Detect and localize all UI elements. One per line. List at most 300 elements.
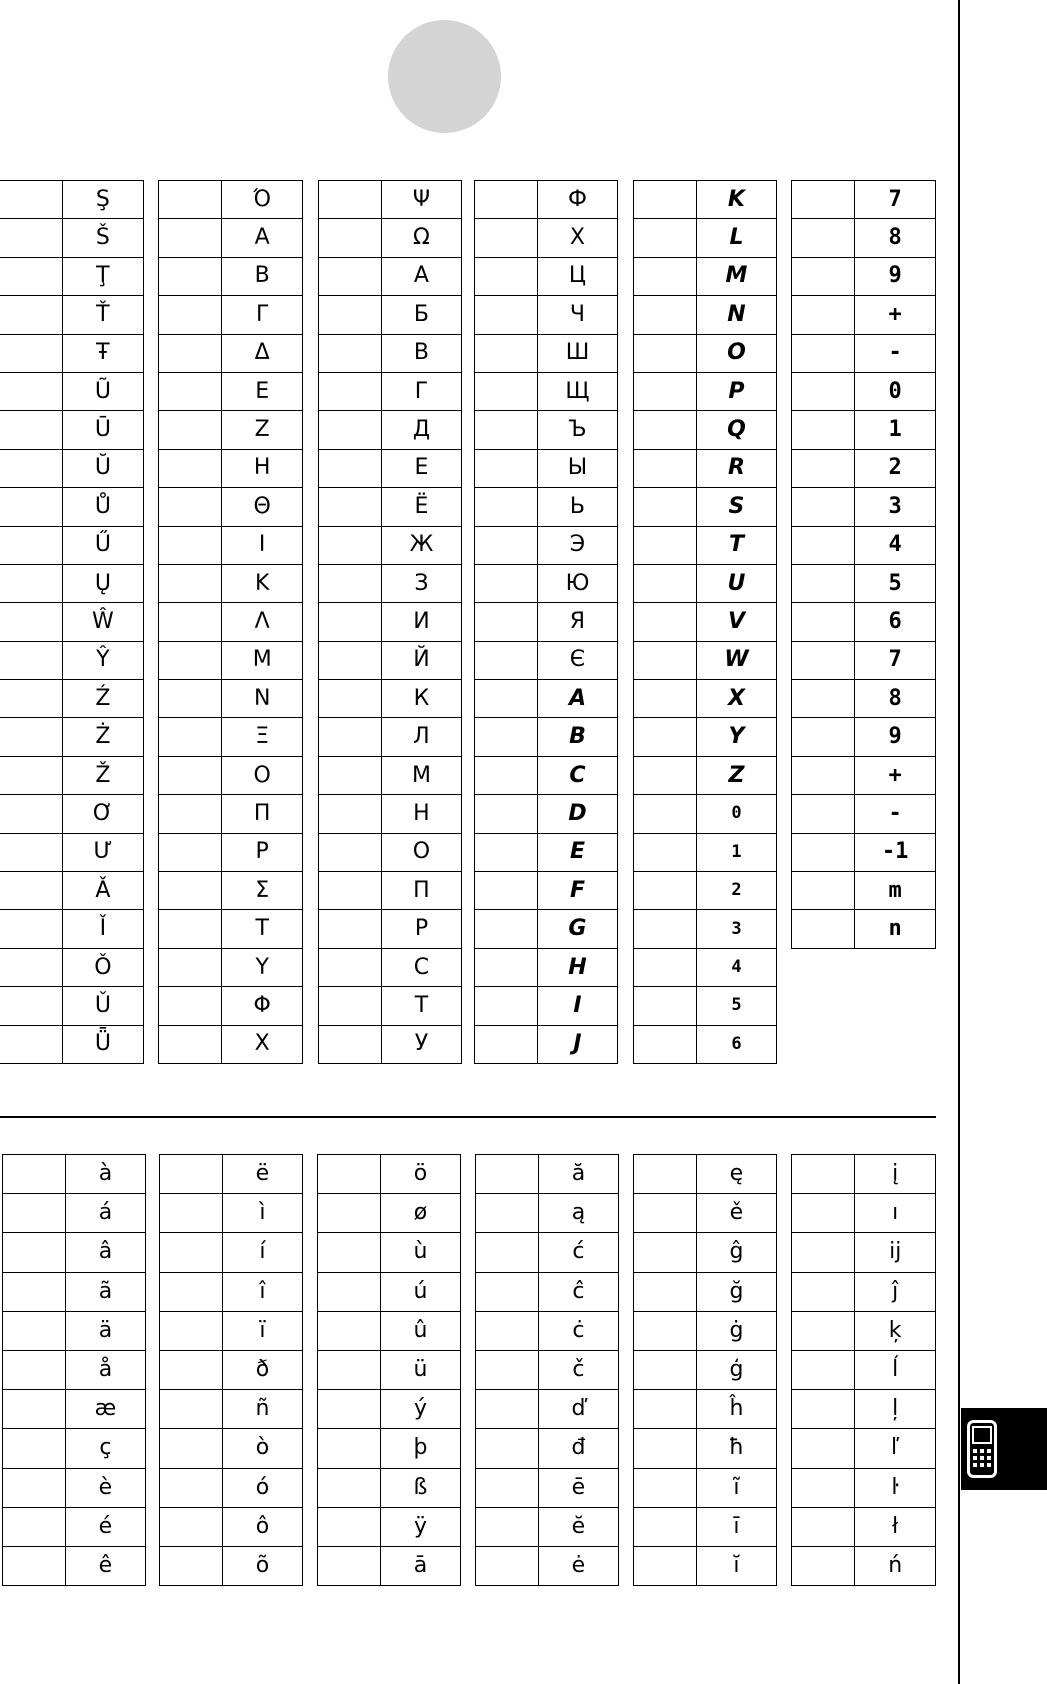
character-cell: У bbox=[381, 1025, 461, 1063]
table-row bbox=[319, 488, 462, 526]
code-cell bbox=[319, 795, 382, 833]
character-cell: Н bbox=[381, 795, 461, 833]
table-row bbox=[475, 910, 618, 948]
table-row bbox=[634, 1155, 777, 1194]
character-cell: Χ bbox=[222, 1025, 303, 1063]
table-row bbox=[159, 334, 303, 372]
table-row bbox=[159, 526, 303, 564]
character-cell: ĺ bbox=[855, 1350, 936, 1389]
character-cell: ñ bbox=[222, 1390, 302, 1429]
character-cell: í bbox=[222, 1233, 302, 1272]
table-row bbox=[792, 872, 936, 910]
code-cell bbox=[159, 795, 222, 833]
code-cell bbox=[318, 1272, 381, 1311]
character-cell: Γ bbox=[222, 296, 303, 334]
table-row bbox=[160, 1194, 303, 1233]
character-cell: О bbox=[381, 833, 461, 871]
table-row bbox=[475, 948, 618, 986]
table-row bbox=[634, 334, 777, 372]
character-cell: ī bbox=[696, 1507, 776, 1546]
table-row bbox=[0, 372, 144, 410]
code-cell bbox=[475, 603, 538, 641]
character-cell: Т bbox=[381, 987, 461, 1025]
table-row bbox=[159, 718, 303, 756]
character-cell: + bbox=[855, 296, 936, 334]
character-cell: O bbox=[696, 334, 776, 372]
table-row bbox=[634, 948, 777, 986]
character-cell: С bbox=[381, 948, 461, 986]
code-cell bbox=[318, 1390, 381, 1429]
character-cell: Ū bbox=[62, 411, 143, 449]
character-cell: Я bbox=[537, 603, 617, 641]
table-row bbox=[792, 219, 936, 257]
code-cell bbox=[319, 1025, 382, 1063]
chapter-tab bbox=[961, 1408, 1047, 1490]
table-row bbox=[792, 296, 936, 334]
code-cell bbox=[634, 641, 697, 679]
character-cell: 5 bbox=[696, 987, 776, 1025]
character-cell: - bbox=[855, 795, 936, 833]
character-cell: Ş bbox=[62, 181, 143, 219]
character-cell: Ǐ bbox=[62, 910, 143, 948]
table-row bbox=[0, 756, 144, 794]
table-row bbox=[634, 795, 777, 833]
code-cell bbox=[475, 987, 538, 1025]
code-cell bbox=[319, 181, 382, 219]
table-row bbox=[319, 181, 462, 219]
table-row bbox=[318, 1468, 461, 1507]
code-cell bbox=[475, 181, 538, 219]
code-cell bbox=[475, 257, 538, 295]
table-row bbox=[160, 1272, 303, 1311]
table-row bbox=[634, 372, 777, 410]
code-cell bbox=[159, 603, 222, 641]
code-cell bbox=[476, 1507, 539, 1546]
character-cell: Ё bbox=[381, 488, 461, 526]
code-cell bbox=[160, 1546, 223, 1585]
character-cell: H bbox=[537, 948, 617, 986]
code-cell bbox=[159, 296, 222, 334]
table-row bbox=[318, 1155, 461, 1194]
table-row bbox=[159, 910, 303, 948]
character-cell: Ž bbox=[62, 756, 143, 794]
code-cell bbox=[792, 833, 855, 871]
code-cell bbox=[159, 910, 222, 948]
code-cell bbox=[475, 910, 538, 948]
code-cell bbox=[160, 1507, 223, 1546]
table-row bbox=[319, 257, 462, 295]
character-cell: Ъ bbox=[537, 411, 617, 449]
character-cell: Ε bbox=[222, 372, 303, 410]
table-row bbox=[634, 1025, 777, 1063]
code-cell bbox=[475, 833, 538, 871]
table-row bbox=[159, 641, 303, 679]
code-cell bbox=[634, 1311, 697, 1350]
character-cell: ċ bbox=[538, 1311, 618, 1350]
character-cell: ø bbox=[380, 1194, 460, 1233]
table-row bbox=[792, 449, 936, 487]
character-cell: П bbox=[381, 872, 461, 910]
code-cell bbox=[160, 1194, 223, 1233]
table-row bbox=[319, 296, 462, 334]
character-cell: Ж bbox=[381, 526, 461, 564]
code-cell bbox=[634, 181, 697, 219]
character-cell: Ũ bbox=[62, 372, 143, 410]
code-cell bbox=[0, 910, 62, 948]
table-row bbox=[792, 1507, 936, 1546]
code-cell bbox=[475, 564, 538, 602]
code-cell bbox=[319, 411, 382, 449]
table-row bbox=[634, 296, 777, 334]
code-cell bbox=[0, 181, 62, 219]
character-cell: Α bbox=[222, 219, 303, 257]
character-cell: I bbox=[537, 987, 617, 1025]
table-row bbox=[159, 564, 303, 602]
character-cell: ï bbox=[222, 1311, 302, 1350]
table-row bbox=[318, 1507, 461, 1546]
character-cell: Y bbox=[696, 718, 776, 756]
character-cell: ó bbox=[222, 1468, 302, 1507]
code-cell bbox=[475, 948, 538, 986]
code-cell bbox=[792, 449, 855, 487]
character-cell: Х bbox=[537, 219, 617, 257]
code-cell bbox=[634, 334, 697, 372]
table-row bbox=[160, 1507, 303, 1546]
character-cell: P bbox=[696, 372, 776, 410]
code-cell bbox=[476, 1468, 539, 1507]
character-cell: ç bbox=[65, 1429, 145, 1468]
code-cell bbox=[159, 449, 222, 487]
character-cell: ä bbox=[65, 1311, 145, 1350]
code-cell bbox=[0, 296, 62, 334]
code-cell bbox=[319, 449, 382, 487]
character-cell: ĕ bbox=[538, 1507, 618, 1546]
character-cell: é bbox=[65, 1507, 145, 1546]
character-cell: Κ bbox=[222, 564, 303, 602]
table-row bbox=[634, 257, 777, 295]
table-row bbox=[792, 564, 936, 602]
code-cell bbox=[159, 987, 222, 1025]
table-row bbox=[160, 1311, 303, 1350]
table-row bbox=[0, 795, 144, 833]
character-cell: Μ bbox=[222, 641, 303, 679]
table-row bbox=[475, 795, 618, 833]
character-cell: Й bbox=[381, 641, 461, 679]
character-cell: 3 bbox=[855, 488, 936, 526]
code-cell bbox=[159, 872, 222, 910]
table-row bbox=[792, 1272, 936, 1311]
character-cell: Δ bbox=[222, 334, 303, 372]
character-cell: Ţ bbox=[62, 257, 143, 295]
table-row bbox=[0, 334, 144, 372]
bottom-table-1 bbox=[2, 1154, 146, 1586]
table-row bbox=[634, 1272, 777, 1311]
code-cell bbox=[634, 1194, 697, 1233]
table-row bbox=[792, 718, 936, 756]
character-cell: î bbox=[222, 1272, 302, 1311]
character-cell: Ο bbox=[222, 756, 303, 794]
code-cell bbox=[0, 603, 62, 641]
code-cell bbox=[476, 1155, 539, 1194]
character-cell: M bbox=[696, 257, 776, 295]
character-cell: Щ bbox=[537, 372, 617, 410]
table-row bbox=[476, 1468, 619, 1507]
code-cell bbox=[3, 1350, 66, 1389]
table-row bbox=[792, 334, 936, 372]
character-cell: И bbox=[381, 603, 461, 641]
code-cell bbox=[318, 1507, 381, 1546]
character-cell: Λ bbox=[222, 603, 303, 641]
code-cell bbox=[318, 1311, 381, 1350]
code-cell bbox=[319, 680, 382, 718]
code-cell bbox=[0, 948, 62, 986]
character-cell: -1 bbox=[855, 833, 936, 871]
character-cell: ô bbox=[222, 1507, 302, 1546]
top-table-1 bbox=[0, 180, 144, 1064]
character-cell: Ŧ bbox=[62, 334, 143, 372]
section-divider bbox=[0, 1116, 936, 1118]
character-cell: 9 bbox=[855, 257, 936, 295]
code-cell bbox=[159, 257, 222, 295]
character-cell: ã bbox=[65, 1272, 145, 1311]
character-cell: X bbox=[696, 680, 776, 718]
character-cell: Ы bbox=[537, 449, 617, 487]
code-cell bbox=[0, 680, 62, 718]
table-row bbox=[3, 1233, 146, 1272]
code-cell bbox=[0, 372, 62, 410]
table-row bbox=[0, 449, 144, 487]
code-cell bbox=[634, 680, 697, 718]
character-cell: D bbox=[537, 795, 617, 833]
code-cell bbox=[792, 910, 855, 948]
table-row bbox=[476, 1311, 619, 1350]
character-cell: Ǎ bbox=[62, 872, 143, 910]
code-cell bbox=[634, 1546, 697, 1585]
code-cell bbox=[475, 872, 538, 910]
table-row bbox=[0, 411, 144, 449]
code-cell bbox=[3, 1155, 66, 1194]
code-cell bbox=[792, 603, 855, 641]
character-cell: C bbox=[537, 756, 617, 794]
table-row bbox=[318, 1350, 461, 1389]
table-row bbox=[634, 603, 777, 641]
table-row bbox=[318, 1311, 461, 1350]
code-cell bbox=[159, 334, 222, 372]
character-cell: Э bbox=[537, 526, 617, 564]
table-row bbox=[792, 910, 936, 948]
character-cell: ß bbox=[380, 1468, 460, 1507]
table-row bbox=[792, 1468, 936, 1507]
character-cell: ð bbox=[222, 1350, 302, 1389]
character-cell: Ů bbox=[62, 488, 143, 526]
character-cell: â bbox=[65, 1233, 145, 1272]
table-row bbox=[475, 872, 618, 910]
code-cell bbox=[792, 1546, 855, 1585]
character-cell: á bbox=[65, 1194, 145, 1233]
table-row bbox=[159, 1025, 303, 1063]
character-cell: Б bbox=[381, 296, 461, 334]
character-cell: ě bbox=[696, 1194, 776, 1233]
character-cell: 1 bbox=[696, 833, 776, 871]
table-row bbox=[160, 1155, 303, 1194]
character-cell: Л bbox=[381, 718, 461, 756]
code-cell bbox=[792, 1272, 855, 1311]
table-row bbox=[634, 872, 777, 910]
character-cell: Σ bbox=[222, 872, 303, 910]
character-cell: ĝ bbox=[696, 1233, 776, 1272]
code-cell bbox=[0, 219, 62, 257]
table-row bbox=[319, 603, 462, 641]
character-cell: Ż bbox=[62, 718, 143, 756]
top-table-2 bbox=[158, 180, 303, 1064]
character-cell: S bbox=[696, 488, 776, 526]
character-cell: õ bbox=[222, 1546, 302, 1585]
character-cell: ú bbox=[380, 1272, 460, 1311]
code-cell bbox=[0, 718, 62, 756]
character-cell: Β bbox=[222, 257, 303, 295]
character-cell: ą bbox=[538, 1194, 618, 1233]
character-cell: ì bbox=[222, 1194, 302, 1233]
code-cell bbox=[159, 641, 222, 679]
table-row bbox=[319, 219, 462, 257]
table-row bbox=[475, 718, 618, 756]
character-cell: 7 bbox=[855, 181, 936, 219]
table-row bbox=[792, 1155, 936, 1194]
table-row bbox=[318, 1272, 461, 1311]
table-row bbox=[792, 488, 936, 526]
table-row bbox=[792, 181, 936, 219]
code-cell bbox=[634, 872, 697, 910]
code-cell bbox=[634, 1155, 697, 1194]
character-cell: U bbox=[696, 564, 776, 602]
table-row bbox=[634, 411, 777, 449]
table-row bbox=[476, 1233, 619, 1272]
character-cell: æ bbox=[65, 1390, 145, 1429]
code-cell bbox=[634, 564, 697, 602]
table-row bbox=[634, 641, 777, 679]
code-cell bbox=[634, 1507, 697, 1546]
code-cell bbox=[792, 1233, 855, 1272]
character-cell: ĉ bbox=[538, 1272, 618, 1311]
code-cell bbox=[319, 372, 382, 410]
character-cell: Ư bbox=[62, 833, 143, 871]
character-cell: ü bbox=[380, 1350, 460, 1389]
code-cell bbox=[634, 219, 697, 257]
bottom-table-6 bbox=[791, 1154, 936, 1586]
code-cell bbox=[318, 1546, 381, 1585]
table-row bbox=[0, 296, 144, 334]
table-row bbox=[0, 564, 144, 602]
code-cell bbox=[634, 1468, 697, 1507]
code-cell bbox=[3, 1272, 66, 1311]
code-cell bbox=[476, 1233, 539, 1272]
table-row bbox=[0, 641, 144, 679]
code-cell bbox=[634, 1390, 697, 1429]
code-cell bbox=[160, 1468, 223, 1507]
top-table-3 bbox=[318, 180, 462, 1064]
table-row bbox=[475, 411, 618, 449]
page-margin-rule bbox=[958, 0, 960, 1684]
code-cell bbox=[159, 181, 222, 219]
table-row bbox=[160, 1468, 303, 1507]
table-row bbox=[159, 411, 303, 449]
character-cell: Ω bbox=[381, 219, 461, 257]
character-cell: ľ bbox=[855, 1429, 936, 1468]
table-row bbox=[319, 987, 462, 1025]
code-cell bbox=[792, 181, 855, 219]
table-row bbox=[634, 1194, 777, 1233]
table-row bbox=[475, 680, 618, 718]
character-cell: Ю bbox=[537, 564, 617, 602]
character-cell: Г bbox=[381, 372, 461, 410]
code-cell bbox=[159, 948, 222, 986]
code-cell bbox=[319, 603, 382, 641]
code-cell bbox=[634, 718, 697, 756]
table-row bbox=[634, 1507, 777, 1546]
table-row bbox=[634, 680, 777, 718]
calculator-icon bbox=[967, 1420, 997, 1478]
table-row bbox=[475, 603, 618, 641]
table-row bbox=[475, 372, 618, 410]
code-cell bbox=[475, 756, 538, 794]
character-cell: Е bbox=[381, 449, 461, 487]
character-cell: - bbox=[855, 334, 936, 372]
table-row bbox=[159, 680, 303, 718]
table-row bbox=[634, 1468, 777, 1507]
table-row bbox=[319, 564, 462, 602]
table-row bbox=[318, 1546, 461, 1585]
table-row bbox=[792, 526, 936, 564]
table-row bbox=[634, 449, 777, 487]
table-row bbox=[792, 1390, 936, 1429]
code-cell bbox=[634, 257, 697, 295]
table-row bbox=[634, 1311, 777, 1350]
code-cell bbox=[634, 1350, 697, 1389]
code-cell bbox=[792, 219, 855, 257]
character-cell: 6 bbox=[855, 603, 936, 641]
code-cell bbox=[634, 296, 697, 334]
character-cell: ö bbox=[380, 1155, 460, 1194]
code-cell bbox=[634, 795, 697, 833]
table-row bbox=[475, 296, 618, 334]
code-cell bbox=[0, 987, 62, 1025]
character-cell: Ш bbox=[537, 334, 617, 372]
code-cell bbox=[476, 1429, 539, 1468]
table-row bbox=[475, 987, 618, 1025]
character-cell: 5 bbox=[855, 564, 936, 602]
code-cell bbox=[634, 449, 697, 487]
code-cell bbox=[792, 1350, 855, 1389]
table-row bbox=[318, 1233, 461, 1272]
table-row bbox=[792, 680, 936, 718]
character-cell: 3 bbox=[696, 910, 776, 948]
character-cell: Ǖ bbox=[62, 1025, 143, 1063]
code-cell bbox=[634, 1272, 697, 1311]
table-row bbox=[319, 641, 462, 679]
code-cell bbox=[3, 1468, 66, 1507]
table-row bbox=[3, 1155, 146, 1194]
table-row bbox=[476, 1546, 619, 1585]
table-row bbox=[475, 564, 618, 602]
character-cell: Є bbox=[537, 641, 617, 679]
table-row bbox=[159, 872, 303, 910]
character-cell: n bbox=[855, 910, 936, 948]
table-row bbox=[160, 1233, 303, 1272]
character-cell: G bbox=[537, 910, 617, 948]
table-row bbox=[160, 1350, 303, 1389]
character-cell: ĳ bbox=[855, 1233, 936, 1272]
code-cell bbox=[319, 910, 382, 948]
